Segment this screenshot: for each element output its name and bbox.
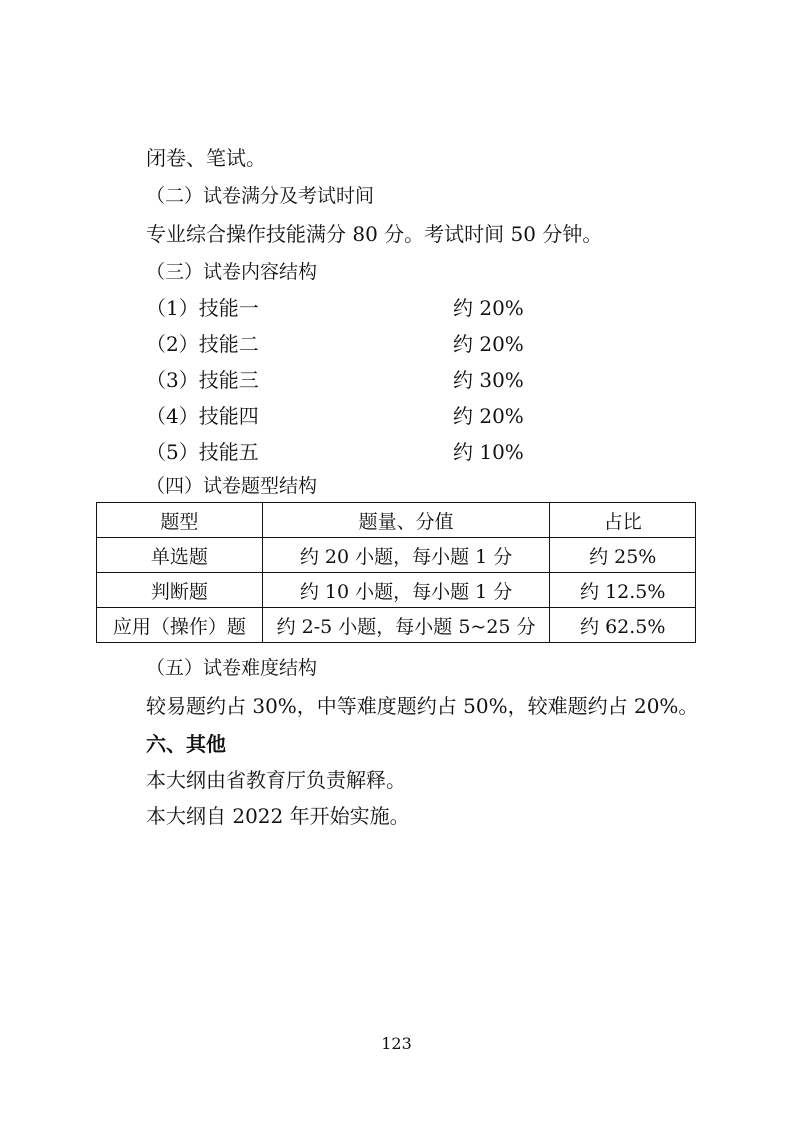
other-line-2: 本大纲自 2022 年开始实施。: [146, 804, 410, 828]
table-row: [97, 538, 696, 573]
heading-content-structure: （三）试卷内容结构: [146, 261, 318, 283]
table-header-cell: 题量、分值: [262, 503, 550, 538]
question-type-table: [96, 502, 696, 643]
content-item-label: （5）技能五: [146, 440, 259, 464]
score-time-text: 专业综合操作技能满分 80 分。考试时间 50 分钟。: [146, 222, 603, 246]
content-item-label: （2）技能二: [146, 332, 259, 356]
content-item-pct: 约 20%: [453, 404, 524, 428]
table-header-cell: 题型: [97, 503, 263, 538]
table-cell: 约 20 小题，每小题 1 分: [262, 538, 550, 573]
table-cell: 判断题: [97, 573, 263, 608]
content-item-label: （3）技能三: [146, 368, 259, 392]
content-item-label: （4）技能四: [146, 404, 259, 428]
table-cell: 约 10 小题，每小题 1 分: [262, 573, 550, 608]
exam-form-line: 闭卷、笔试。: [146, 146, 266, 170]
table-cell: 约 62.5%: [550, 608, 696, 643]
table-row: [97, 573, 696, 608]
content-item: [146, 294, 524, 322]
table-header-row: [97, 503, 696, 538]
content-item-label: （1）技能一: [146, 296, 259, 320]
table-cell: 约 12.5%: [550, 573, 696, 608]
content-item: [146, 366, 524, 394]
table-cell: 单选题: [97, 538, 263, 573]
content-item: [146, 438, 524, 466]
heading-difficulty: （五）试卷难度结构: [146, 657, 318, 679]
heading-score-time: （二）试卷满分及考试时间: [146, 185, 375, 207]
page-number: 123: [381, 1034, 412, 1053]
heading-question-types: （四）试卷题型结构: [146, 475, 318, 497]
other-line-1: 本大纲由省教育厅负责解释。: [146, 768, 406, 792]
content-item-pct: 约 20%: [453, 296, 524, 320]
difficulty-text: 较易题约占 30%，中等难度题约占 50%，较难题约占 20%。: [146, 694, 699, 718]
table-cell: 约 25%: [550, 538, 696, 573]
content-item-pct: 约 10%: [453, 440, 524, 464]
table-cell: 应用（操作）题: [97, 608, 263, 643]
content-item: [146, 402, 524, 430]
content-item-pct: 约 20%: [453, 332, 524, 356]
table-cell: 约 2-5 小题，每小题 5~25 分: [262, 608, 550, 643]
content-item-pct: 约 30%: [453, 368, 524, 392]
content-item: [146, 330, 524, 358]
table-row: [97, 608, 696, 643]
heading-other: 六、其他: [146, 732, 226, 756]
table-header-cell: 占比: [550, 503, 696, 538]
